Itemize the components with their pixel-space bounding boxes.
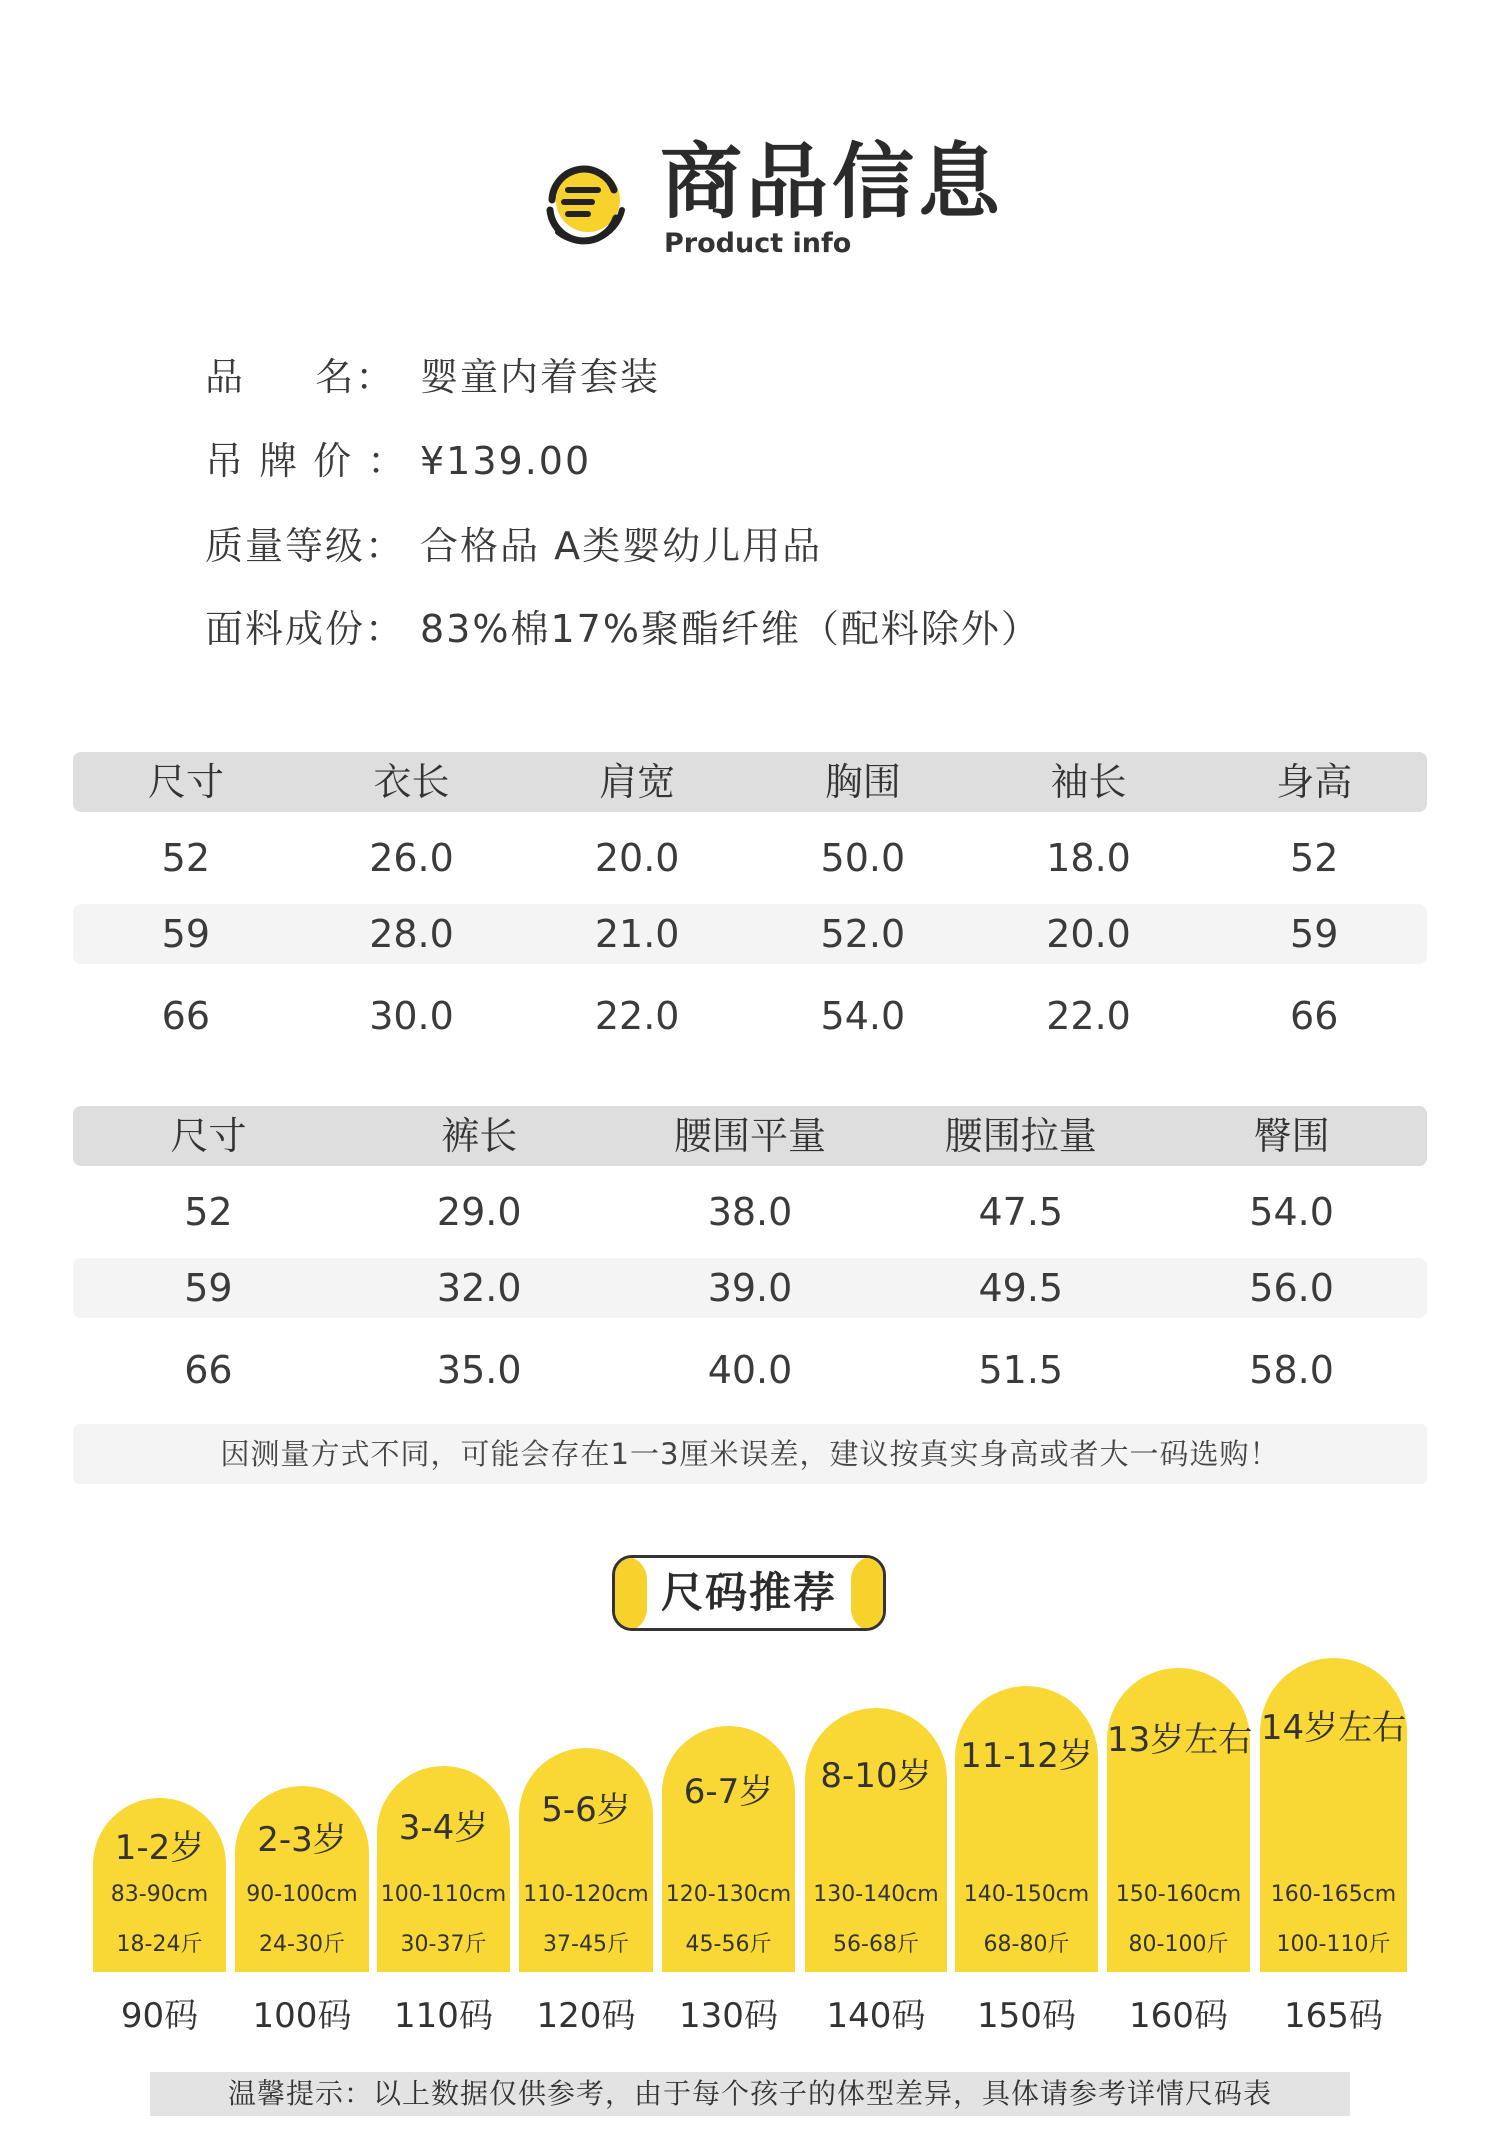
size-bar (519, 1748, 653, 1972)
size-label: 130码 (679, 1996, 778, 2036)
table-cell: 66 (1290, 994, 1339, 1038)
size-bar (93, 1798, 226, 1972)
size-bar-weight: 37-45斤 (543, 1932, 629, 1957)
table-cell: 59 (161, 912, 211, 956)
table-cell: 58.0 (1249, 1348, 1334, 1392)
table-cell: 51.5 (978, 1348, 1064, 1392)
table-cell: 28.0 (369, 912, 454, 956)
table-header-cell: 尺寸 (147, 760, 224, 804)
size-bar-height: 140-150cm (963, 1882, 1090, 1907)
table-header-cell: 裤长 (441, 1114, 518, 1158)
size-label: 90码 (120, 1996, 199, 2036)
table-cell: 39.0 (707, 1266, 793, 1310)
size-bar (1260, 1658, 1407, 1972)
size-bar-age: 13岁左右 (1107, 1720, 1253, 1760)
size-bar-height: 150-160cm (1115, 1882, 1242, 1907)
size-bar-height: 130-140cm (813, 1882, 939, 1907)
size-bar-weight: 80-100斤 (1128, 1932, 1229, 1957)
size-label: 120码 (536, 1996, 636, 2036)
size-bar (662, 1726, 795, 1972)
info-label: 吊 牌 价 ： (205, 439, 408, 483)
size-label: 110码 (394, 1996, 493, 2036)
table-cell: 38.0 (707, 1190, 793, 1234)
size-bar-weight: 30-37斤 (400, 1932, 487, 1957)
table-header-cell: 胸围 (824, 760, 901, 804)
table-cell: 22.0 (594, 994, 680, 1038)
size-bar-height: 83-90cm (110, 1882, 209, 1907)
table-cell: 56.0 (1249, 1266, 1334, 1310)
size-bar-age: 3-4岁 (398, 1808, 489, 1848)
size-recommend-title: 尺码推荐 (660, 1568, 837, 1617)
size-bar-age: 8-10岁 (820, 1756, 932, 1796)
size-bar-age: 14岁左右 (1260, 1708, 1407, 1748)
table-cell: 66 (161, 994, 211, 1038)
measure-note: 因测量方式不同，可能会存在1一3厘米误差，建议按真实身高或者大一码选购！ (73, 1424, 1427, 1484)
table-header-cell: 腰围拉量 (944, 1114, 1097, 1158)
page-title: 商品信息 (660, 135, 1005, 230)
size-bar-weight: 68-80斤 (983, 1932, 1070, 1957)
table-header-cell: 腰围平量 (673, 1114, 826, 1158)
table-cell: 30.0 (369, 994, 454, 1038)
table-cell: 29.0 (436, 1190, 522, 1234)
table-row (73, 904, 1427, 964)
table-header-row (73, 1106, 1427, 1166)
table-row (73, 828, 1427, 888)
bottom-size-table (73, 1106, 1427, 1400)
table-cell: 54.0 (1249, 1190, 1334, 1234)
table-row (73, 1340, 1427, 1400)
size-label: 150码 (977, 1996, 1076, 2036)
table-cell: 50.0 (820, 836, 906, 880)
size-label: 100码 (252, 1996, 352, 2036)
info-value: 婴童内着套装 (420, 355, 661, 399)
size-label: 140码 (826, 1996, 926, 2036)
size-bar-height: 110-120cm (523, 1882, 649, 1907)
info-value: ¥139.00 (420, 439, 592, 483)
size-bar-age: 5-6岁 (541, 1790, 631, 1830)
size-label: 165码 (1284, 1996, 1383, 2036)
table-row (73, 1258, 1427, 1318)
table-cell: 21.0 (594, 912, 680, 956)
size-bar (805, 1708, 947, 1972)
table-cell: 52 (1290, 836, 1339, 880)
size-bar-age: 1-2岁 (114, 1828, 205, 1868)
size-bar (1107, 1668, 1253, 1972)
size-bar-weight: 100-110斤 (1276, 1932, 1391, 1957)
table-cell: 18.0 (1046, 836, 1131, 880)
size-bar-height: 160-165cm (1270, 1882, 1397, 1907)
table-cell: 22.0 (1046, 994, 1131, 1038)
info-label: 质量等级： (205, 524, 406, 568)
table-cell: 35.0 (436, 1348, 522, 1392)
table-header-cell: 袖长 (1050, 760, 1127, 804)
size-bar (955, 1686, 1098, 1972)
size-recommend-badge (612, 1555, 886, 1631)
table-cell: 52.0 (820, 912, 906, 956)
footer-note: 温馨提示：以上数据仅供参考，由于每个孩子的体型差异，具体请参考详情尺码表 (150, 2072, 1350, 2116)
size-bar (235, 1786, 369, 1972)
page-subtitle: Product info (664, 228, 852, 259)
size-label: 160码 (1129, 1996, 1228, 2036)
table-header-row (73, 752, 1427, 812)
info-value: 83%棉17%聚酯纤维（配料除外） (420, 607, 1041, 651)
size-bar-age: 11-12岁 (960, 1736, 1093, 1776)
info-label: 品 名： (205, 355, 396, 399)
size-bar-weight: 45-56斤 (685, 1932, 772, 1957)
top-size-table (73, 752, 1427, 1046)
size-bar (377, 1766, 510, 1972)
size-bar-weight: 24-30斤 (259, 1932, 345, 1957)
table-header-cell: 臀围 (1253, 1114, 1330, 1158)
table-cell: 52 (184, 1190, 233, 1234)
table-cell: 32.0 (436, 1266, 522, 1310)
size-bar-height: 120-130cm (665, 1882, 792, 1907)
size-bar-weight: 56-68斤 (833, 1932, 919, 1957)
table-header-cell: 衣长 (373, 760, 450, 804)
table-cell: 20.0 (594, 836, 680, 880)
table-cell: 20.0 (1046, 912, 1131, 956)
table-cell: 40.0 (707, 1348, 793, 1392)
table-row (73, 986, 1427, 1046)
table-header-cell: 肩宽 (599, 760, 676, 804)
document-list-icon (538, 158, 630, 250)
table-header-cell: 尺寸 (170, 1114, 247, 1158)
table-cell: 47.5 (978, 1190, 1064, 1234)
table-cell: 59 (184, 1266, 233, 1310)
table-cell: 49.5 (978, 1266, 1064, 1310)
info-label: 面料成份： (205, 607, 406, 651)
table-cell: 26.0 (369, 836, 454, 880)
info-value: 合格品 A类婴幼儿用品 (420, 524, 823, 568)
table-cell: 66 (184, 1348, 233, 1392)
size-bar-age: 6-7岁 (683, 1772, 774, 1812)
size-bar-height: 90-100cm (246, 1882, 358, 1907)
table-row (73, 1182, 1427, 1242)
table-header-cell: 身高 (1276, 760, 1353, 804)
table-cell: 59 (1290, 912, 1339, 956)
table-cell: 54.0 (820, 994, 906, 1038)
table-cell: 52 (161, 836, 211, 880)
size-bar-weight: 18-24斤 (116, 1932, 203, 1957)
size-bar-height: 100-110cm (380, 1882, 507, 1907)
size-bar-age: 2-3岁 (257, 1820, 347, 1860)
